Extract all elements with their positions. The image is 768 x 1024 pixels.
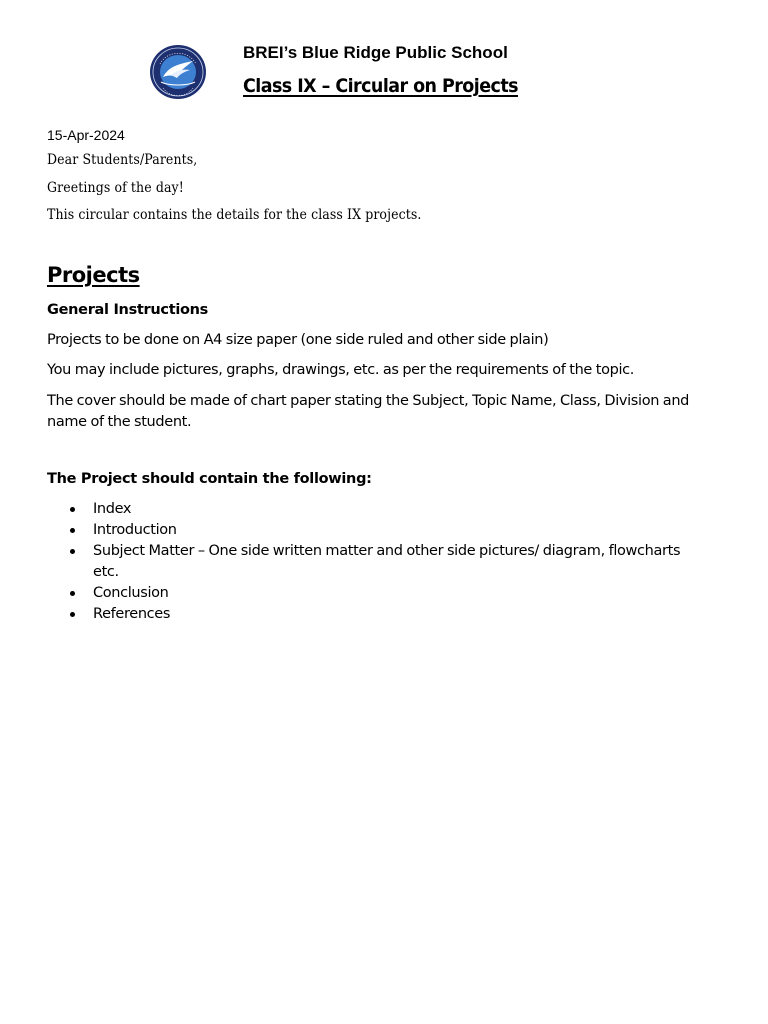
list-item-text: Conclusion [93, 585, 169, 601]
list-item-text: References [93, 606, 171, 622]
salutation: Dear Students/Parents, [47, 152, 198, 168]
bullet-icon [70, 507, 75, 512]
school-emblem-icon [149, 44, 207, 100]
bullet-icon [70, 591, 75, 596]
projects-heading: Projects [47, 263, 140, 287]
instruction-pictures: You may include pictures, graphs, drawings, etc. as per the requirements of the topic. [47, 362, 635, 378]
project-contents-list [47, 499, 687, 625]
general-instructions-heading: General Instructions [47, 302, 209, 318]
instruction-cover: The cover should be made of chart paper stating the Subject, Topic Name, Class, Division and name of the student. [47, 393, 690, 430]
list-item [47, 520, 687, 541]
circular-date: 15-Apr-2024 [47, 127, 125, 143]
bullet-icon [70, 549, 75, 554]
list-item-text: Index [93, 501, 132, 517]
project-contents-heading: The Project should contain the following: [47, 471, 372, 487]
list-item [47, 604, 687, 625]
greeting: Greetings of the day! [47, 180, 184, 196]
list-item [47, 541, 687, 583]
list-item-text: Subject Matter – One side written matter and other side pictures/ diagram, flowcharts etc. [93, 543, 681, 580]
list-item [47, 499, 687, 520]
school-name: BREI’s Blue Ridge Public School [243, 43, 508, 62]
instruction-paper: Projects to be done on A4 size paper (one side ruled and other side plain) [47, 332, 549, 348]
circular-title: Class IX – Circular on Projects [243, 75, 518, 97]
bullet-icon [70, 528, 75, 533]
list-item-text: Introduction [93, 522, 177, 538]
intro-line: This circular contains the details for the class IX projects. [47, 207, 422, 223]
list-item [47, 583, 687, 604]
bullet-icon [70, 612, 75, 617]
